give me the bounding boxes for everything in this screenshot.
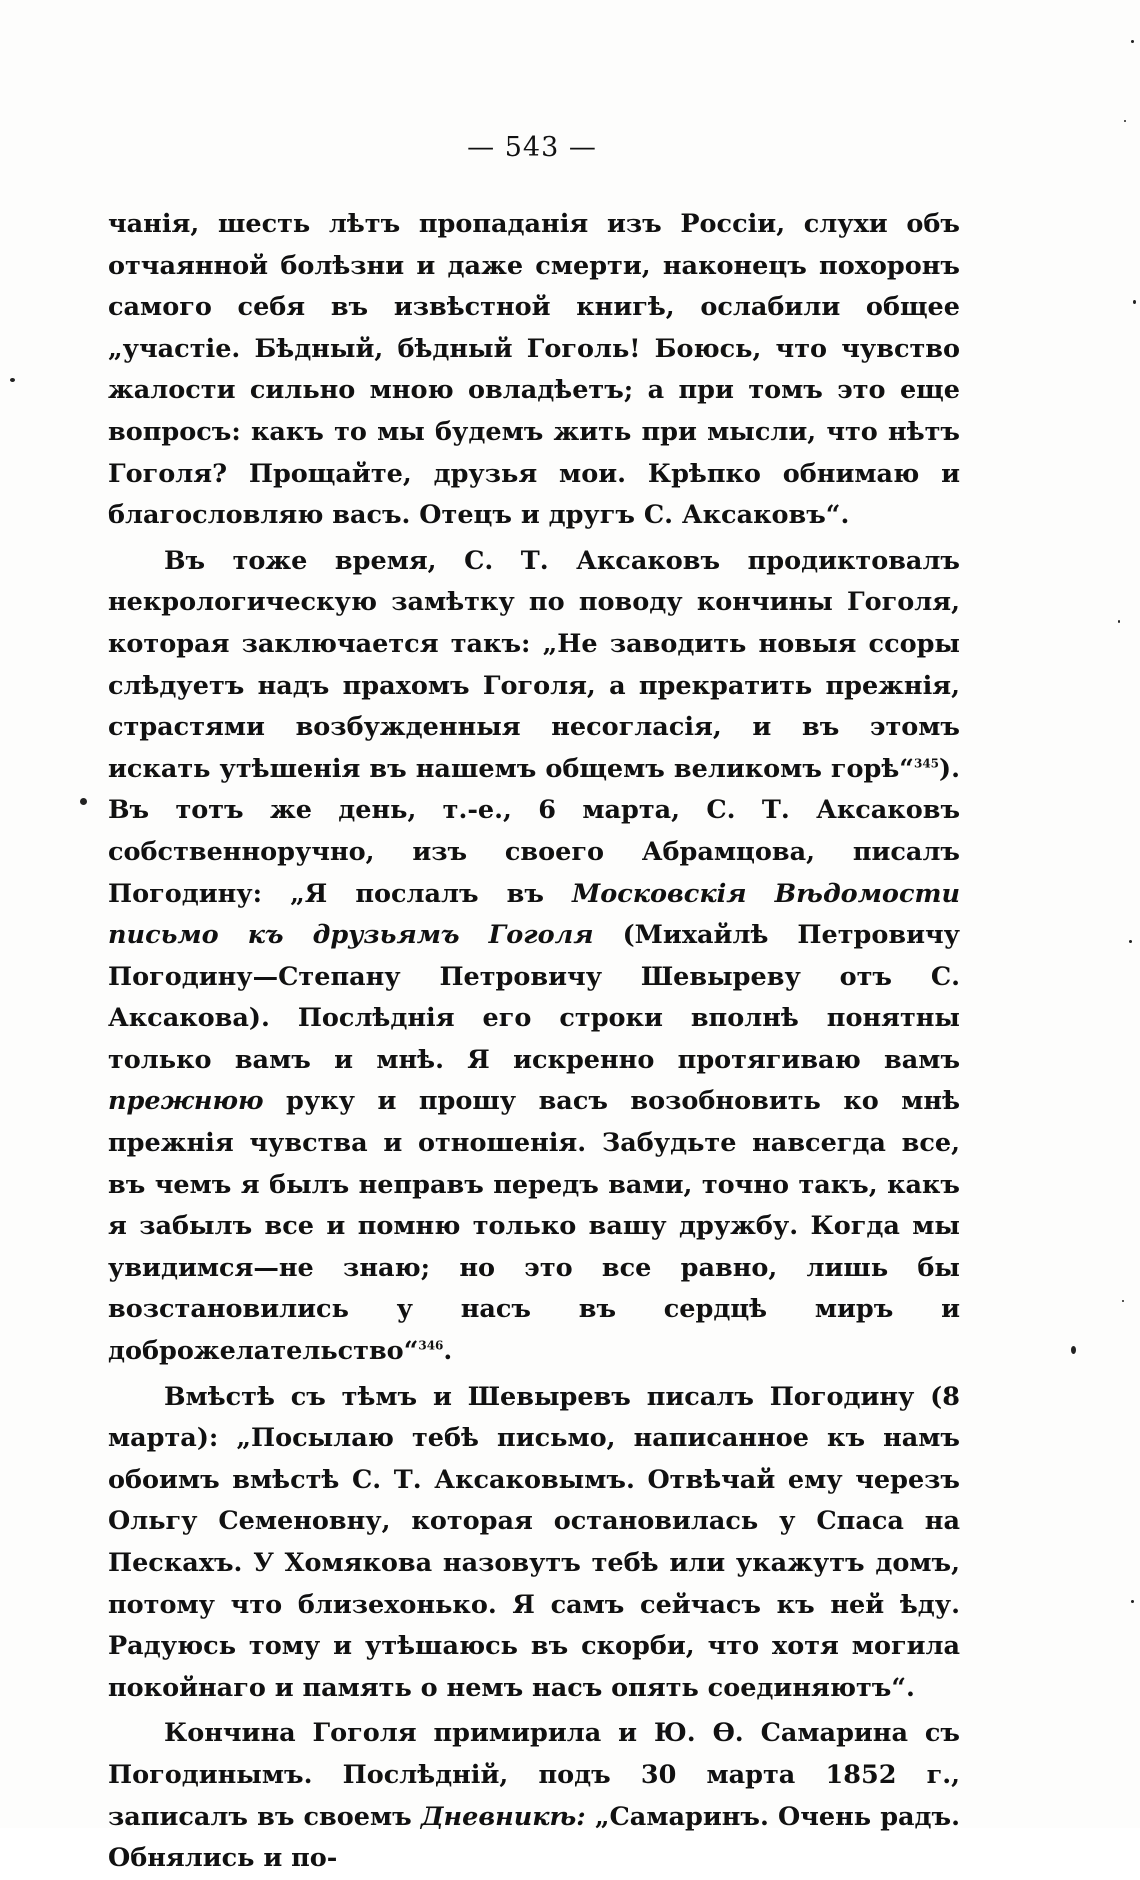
- margin-speck: [80, 798, 87, 805]
- margin-speck: [1071, 1346, 1076, 1354]
- italic-text: Дневникѣ:: [420, 1801, 586, 1832]
- paragraph: [108, 1713, 960, 1879]
- italic-text: Московскія Вѣдомости письмо къ друзьямъ Гоголя: [108, 878, 960, 951]
- scan-edge-speckles: [1106, 0, 1140, 1828]
- page-number: — 543 —: [467, 132, 597, 163]
- margin-speck: [10, 378, 15, 382]
- paragraph: [108, 1377, 960, 1710]
- text-run: „Самаринъ. Очень радъ. Обнялись и по-: [108, 1801, 960, 1874]
- text-run: руку и прошу васъ возобновить ко мнѣ прежнія чувства и отношенія. Забудьте навсегда все, въ чемъ я былъ неправъ передъ вами, точно такъ, какъ я забылъ все и помню только вашу дружбу. Когда мы увидимся—не знаю; но это все равно, лишь бы возстановились у насъ въ сердцѣ миръ и доброжелательство“: [108, 1086, 960, 1367]
- text-run: (Михайлѣ Петровичу Погодину—Степану Петровичу Шевыреву отъ С. Аксакова). Послѣднія его строки вполнѣ понятны только вамъ и мнѣ. Я искренно протягиваю вамъ: [108, 920, 960, 1075]
- text-run: Въ тоже время, С. Т. Аксаковъ продиктовалъ некрологическую замѣтку по поводу кончины Гоголя, которая заключается такъ: „Не заводить новыя ссоры слѣдуетъ надъ прахомъ Гоголя, а прекратить прежнія, страстями возбужденныя несогласія, и въ этомъ искать утѣшенія въ нашемъ общемъ великомъ горѣ“: [108, 545, 960, 784]
- paragraph: [108, 204, 960, 537]
- body-text: [108, 204, 960, 1880]
- text-run: ). Въ тотъ же день, т.-е., 6 марта, С. Т. Аксаковъ собственноручно, изъ своего Абрамцова, писалъ Погодину: „Я послалъ въ: [108, 753, 960, 909]
- text-run: Вмѣстѣ съ тѣмъ и Шевыревъ писалъ Погодину (8 марта): „Посылаю тебѣ письмо, написанное къ намъ обоимъ вмѣстѣ С. Т. Аксаковымъ. Отвѣчай ему черезъ Ольгу Семеновну, которая остановилась у Спаса на Пескахъ. У Хомякова назовутъ тебѣ или укажутъ домъ, потому что близехонько. Я самъ сейчасъ къ ней ѣду. Радуюсь тому и утѣшаюсь въ скорби, что хотя могила покойнаго и память о немъ насъ опять соединяютъ“.: [108, 1381, 960, 1703]
- paragraph: [108, 541, 960, 1373]
- text-run: чанія, шесть лѣтъ пропаданія изъ Россіи, слухи объ отчаянной болѣзни и даже смерти, наконецъ похоронъ самого себя въ извѣстной книгѣ, ослабили общее „участіе. Бѣдный, бѣдный Гоголь! Боюсь, что чувство жалости сильно мною овладѣетъ; а при томъ это еще вопросъ: какъ то мы будемъ жить при мысли, что нѣтъ Гоголя? Прощайте, друзья мои. Крѣпко обнимаю и благословляю васъ. Отецъ и другъ С. Аксаковъ“.: [108, 209, 960, 531]
- text-run: .: [443, 1336, 453, 1367]
- footnote-ref: 346: [418, 1338, 444, 1353]
- text-run: Кончина Гоголя примирила и Ю. Ѳ. Самарина съ Погодинымъ. Послѣдній, подъ 30 марта 1852 г., записалъ въ своемъ: [108, 1718, 960, 1832]
- italic-text: прежнюю: [108, 1086, 264, 1117]
- footnote-ref: 345: [913, 756, 940, 771]
